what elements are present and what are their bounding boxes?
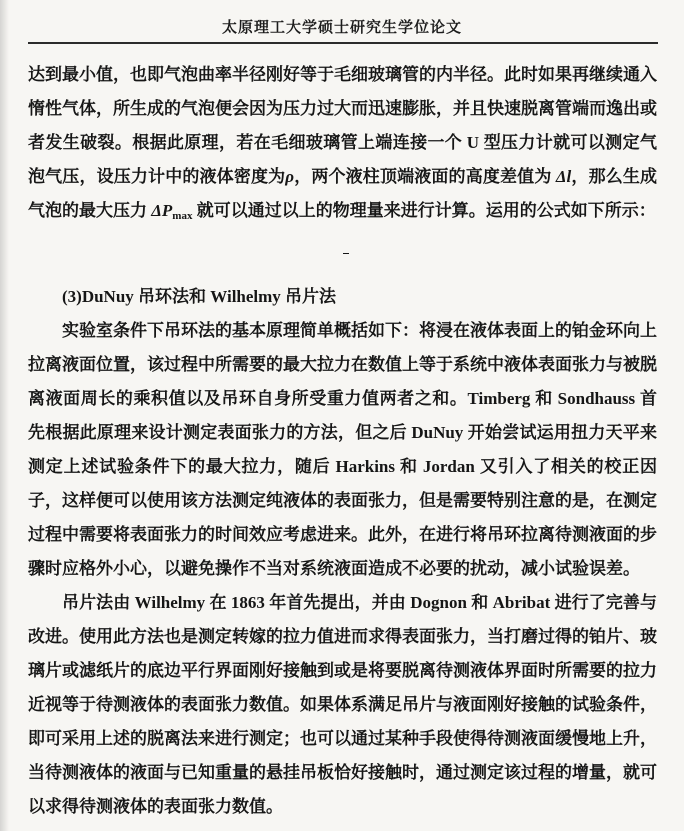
paragraph-text: ，那么生成气泡的最大压力 — [28, 167, 658, 220]
fraction — [343, 252, 349, 255]
delta-p-symbol: ΔP — [151, 201, 173, 220]
paragraph-text: 达到最小值，也即气泡曲率半径刚好等于毛细玻璃管的内半径。此时如果再继续通入惰性气体，所生成的气泡便会因为压力过大而迅速膨胀，并且快速脱离管端而逸出或者发生破裂。根据此原理，若在毛细玻璃管上端连接一个 U 型压力计就可以测定气泡气压，设压力计中的液体密度为 — [28, 65, 657, 186]
equation-block — [28, 229, 657, 279]
fraction-numerator — [343, 252, 349, 254]
paragraph-text: 就可以通过以上的物理量来进行计算。运用的公式如下所示： — [192, 201, 656, 220]
running-header — [0, 0, 684, 44]
paragraph-bubble-pressure — [28, 58, 657, 228]
running-header-title: 太原理工大学硕士研究生学位论文 — [221, 20, 462, 36]
equation-1-4 — [322, 253, 363, 256]
paragraph-ring-method: 实验室条件下吊环法的基本原理简单概括如下：将浸在液体表面上的铂金环向上拉离液面位置，该过程中所需要的最大拉力在数值上等于系统中液体表面张力与被脱离液面周长的乘积值以及吊环自身所受重力值两者之和。Timberg 和 Sondhauss 首先根据此原理来设计测定表面张力的方法，但之后 DuNuy 开始尝试运用扭力天平来测定上述试验条件下的最大拉力，随后 Harkins 和 Jordan 又引入了相关的校正因子，这样便可以使用该方法测定纯液体的表面张力，但是需要特别注意的是，在测定过程中需要将表面张力的时间效应考虑进来。此外，在进行将吊环拉离待测液面的步骤时应格外小心，以避免操作不当对系统液面造成不必要的扰动，减小试验误差。 — [28, 321, 657, 578]
delta-l-symbol: Δl — [555, 167, 572, 186]
paragraph-text: ，两个液柱顶端液面的高度差值为 — [294, 167, 556, 186]
rho-symbol: ρ — [285, 167, 295, 186]
delta-p-subscript: max — [172, 210, 193, 222]
section-heading-dunuy-wilhelmy: (3)DuNuy 吊环法和 Wilhelmy 吊片法 — [62, 287, 337, 306]
page-body — [0, 44, 684, 824]
paragraph-plate-method: 吊片法由 Wilhelmy 在 1863 年首先提出，并由 Dognon 和 Abribat 进行了完善与改进。使用此方法也是测定转嫁的拉力值进而求得表面张力，当打磨过得的铂片、玻璃片或滤纸片的底边平行界面刚好接触到或是将要脱离待测液体界面时所需要的拉力近视等于待测液体的表面张力数值。如果体系满足吊片与液面刚好接触的试验条件，即可采用上述的脱离法来进行测定；也可以通过某种手段使得待测液面缓慢地上升，当待测液体的液面与已知重量的悬挂吊板恰好接触时，通过测定该过程的增量，就可以求得待测液体的表面张力数值。 — [28, 593, 657, 816]
